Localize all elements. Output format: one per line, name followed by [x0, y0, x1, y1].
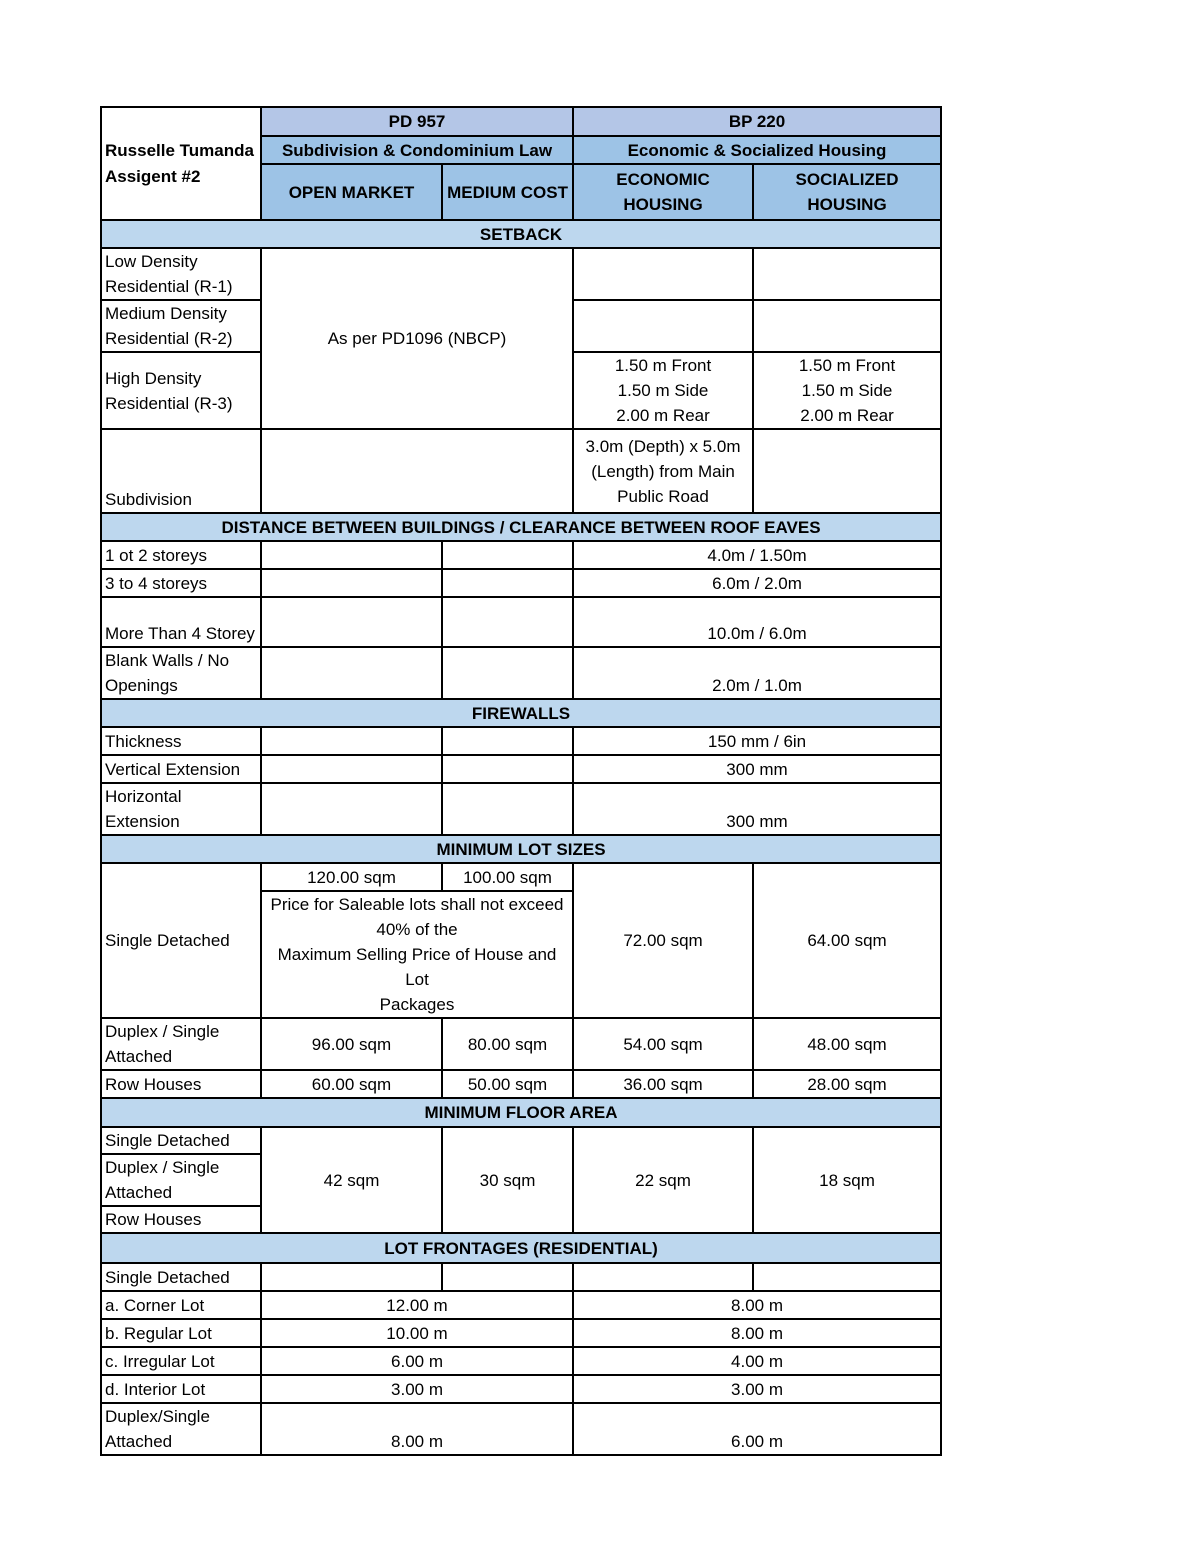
empty-cell	[442, 541, 573, 569]
distance-bp-value: 10.0m / 6.0m	[573, 597, 941, 647]
setback-r1-econ	[573, 248, 753, 300]
lot-duplex-value: 48.00 sqm	[753, 1018, 941, 1070]
row-label-firewall: Thickness	[101, 727, 261, 755]
row-label-frontage: a. Corner Lot	[101, 1291, 261, 1319]
lot-duplex-value: 54.00 sqm	[573, 1018, 753, 1070]
section-lot-sizes: MINIMUM LOT SIZES	[101, 835, 941, 863]
row-label-r3: High Density Residential (R-3)	[101, 352, 261, 429]
firewall-bp-value: 150 mm / 6in	[573, 727, 941, 755]
section-firewalls: FIREWALLS	[101, 699, 941, 727]
row-label-firewall: Horizontal Extension	[101, 783, 261, 835]
lot-duplex-value: 96.00 sqm	[261, 1018, 442, 1070]
empty-cell	[261, 647, 442, 699]
price-note-line: Maximum Selling Price of House and Lot	[277, 945, 557, 989]
section-floor-area: MINIMUM FLOOR AREA	[101, 1098, 941, 1127]
section-frontages: LOT FRONTAGES (RESIDENTIAL)	[101, 1233, 941, 1263]
frontage-bp-value: 6.00 m	[573, 1403, 941, 1455]
section-distance: DISTANCE BETWEEN BUILDINGS / CLEARANCE BETWEEN ROOF EAVES	[101, 513, 941, 541]
author-cell	[101, 107, 261, 220]
frontage-bp-value: 4.00 m	[573, 1347, 941, 1375]
setback-value-line: 1.50 m Front	[798, 356, 896, 375]
setback-subdivision-pd	[261, 429, 573, 513]
row-label-floor: Duplex / Single Attached	[101, 1154, 261, 1206]
row-label-r1: Low Density Residential (R-1)	[101, 248, 261, 300]
setback-value-line: 1.50 m Side	[617, 381, 709, 400]
lot-single-medium: 100.00 sqm	[442, 863, 573, 891]
setback-pd-value: As per PD1096 (NBCP)	[261, 248, 573, 429]
floor-value: 22 sqm	[573, 1127, 753, 1233]
distance-bp-value: 6.0m / 2.0m	[573, 569, 941, 597]
price-note-line: 40% of the	[376, 920, 458, 939]
row-label-floor: Row Houses	[101, 1206, 261, 1233]
col-economic-housing: ECONOMIC HOUSING	[573, 164, 753, 220]
empty-cell	[261, 541, 442, 569]
setback-r1-social	[753, 248, 941, 300]
author-name: Russelle Tumanda	[105, 140, 254, 160]
setback-value-line: 1.50 m Front	[614, 356, 712, 375]
frontage-pd-value: 6.00 m	[261, 1347, 573, 1375]
lot-single-econ: 72.00 sqm	[573, 863, 753, 1018]
empty-cell	[753, 1263, 941, 1291]
setback-r2-social	[753, 300, 941, 352]
empty-cell	[261, 1263, 442, 1291]
setback-r3-econ	[573, 352, 753, 429]
row-label-distance: 3 to 4 storeys	[101, 569, 261, 597]
frontage-bp-value: 8.00 m	[573, 1319, 941, 1347]
lot-duplex-value: 80.00 sqm	[442, 1018, 573, 1070]
row-label-duplex: Duplex / Single Attached	[101, 1018, 261, 1070]
setback-value-line: 2.00 m Rear	[616, 406, 710, 425]
empty-cell	[442, 783, 573, 835]
assignment-label: Assigent #2	[105, 166, 201, 186]
empty-cell	[261, 755, 442, 783]
empty-cell	[573, 1263, 753, 1291]
lot-row-value: 36.00 sqm	[573, 1070, 753, 1098]
frontage-pd-value: 3.00 m	[261, 1375, 573, 1403]
frontage-pd-value: 12.00 m	[261, 1291, 573, 1319]
row-label-floor: Single Detached	[101, 1127, 261, 1154]
floor-value: 30 sqm	[442, 1127, 573, 1233]
row-label-firewall: Vertical Extension	[101, 755, 261, 783]
empty-cell	[261, 783, 442, 835]
distance-bp-value: 4.0m / 1.50m	[573, 541, 941, 569]
empty-cell	[442, 727, 573, 755]
empty-cell	[442, 647, 573, 699]
price-note-line: Packages	[379, 995, 455, 1014]
row-label-frontage: c. Irregular Lot	[101, 1347, 261, 1375]
lot-single-social: 64.00 sqm	[753, 863, 941, 1018]
row-label-frontage: Single Detached	[101, 1263, 261, 1291]
bp-title-header: Economic & Socialized Housing	[573, 136, 941, 164]
row-label-single-detached: Single Detached	[101, 863, 261, 1018]
empty-cell	[442, 569, 573, 597]
floor-value: 18 sqm	[753, 1127, 941, 1233]
zoning-comparison-table	[100, 106, 942, 1456]
lot-row-value: 60.00 sqm	[261, 1070, 442, 1098]
floor-value: 42 sqm	[261, 1127, 442, 1233]
price-note	[261, 891, 573, 1018]
empty-cell	[261, 569, 442, 597]
row-label-r2: Medium Density Residential (R-2)	[101, 300, 261, 352]
empty-cell	[442, 1263, 573, 1291]
row-label-frontage: d. Interior Lot	[101, 1375, 261, 1403]
pd-code-header: PD 957	[261, 107, 573, 136]
setback-subdivision-social	[753, 429, 941, 513]
setback-r2-econ	[573, 300, 753, 352]
empty-cell	[261, 727, 442, 755]
bp-code-header: BP 220	[573, 107, 941, 136]
firewall-bp-value: 300 mm	[573, 783, 941, 835]
row-label-distance: More Than 4 Storey	[101, 597, 261, 647]
lot-row-value: 50.00 sqm	[442, 1070, 573, 1098]
frontage-pd-value: 8.00 m	[261, 1403, 573, 1455]
col-socialized-housing: SOCIALIZED HOUSING	[753, 164, 941, 220]
col-medium-cost: MEDIUM COST	[442, 164, 573, 220]
setback-value-line: 2.00 m Rear	[800, 406, 894, 425]
setback-value-line: 3.0m (Depth) x 5.0m	[585, 436, 741, 456]
row-label-distance: 1 ot 2 storeys	[101, 541, 261, 569]
row-label-frontage: Duplex/Single Attached	[101, 1403, 261, 1455]
price-note-line: Price for Saleable lots shall not exceed	[270, 895, 564, 914]
empty-cell	[442, 597, 573, 647]
frontage-bp-value: 3.00 m	[573, 1375, 941, 1403]
row-label-frontage: b. Regular Lot	[101, 1319, 261, 1347]
frontage-bp-value: 8.00 m	[573, 1291, 941, 1319]
empty-cell	[261, 597, 442, 647]
col-open-market: OPEN MARKET	[261, 164, 442, 220]
setback-value-line: Public Road	[617, 486, 709, 506]
setback-r3-social	[753, 352, 941, 429]
section-setback: SETBACK	[101, 220, 941, 248]
row-label-subdivision: Subdivision	[101, 429, 261, 513]
distance-bp-value: 2.0m / 1.0m	[573, 647, 941, 699]
row-label-distance: Blank Walls / No Openings	[101, 647, 261, 699]
setback-subdivision-econ	[573, 429, 753, 513]
setback-value-line: (Length) from Main	[591, 461, 735, 481]
row-label-row-houses: Row Houses	[101, 1070, 261, 1098]
lot-row-value: 28.00 sqm	[753, 1070, 941, 1098]
pd-title-header: Subdivision & Condominium Law	[261, 136, 573, 164]
setback-value-line: 1.50 m Side	[801, 381, 893, 400]
firewall-bp-value: 300 mm	[573, 755, 941, 783]
empty-cell	[442, 755, 573, 783]
lot-single-open: 120.00 sqm	[261, 863, 442, 891]
frontage-pd-value: 10.00 m	[261, 1319, 573, 1347]
